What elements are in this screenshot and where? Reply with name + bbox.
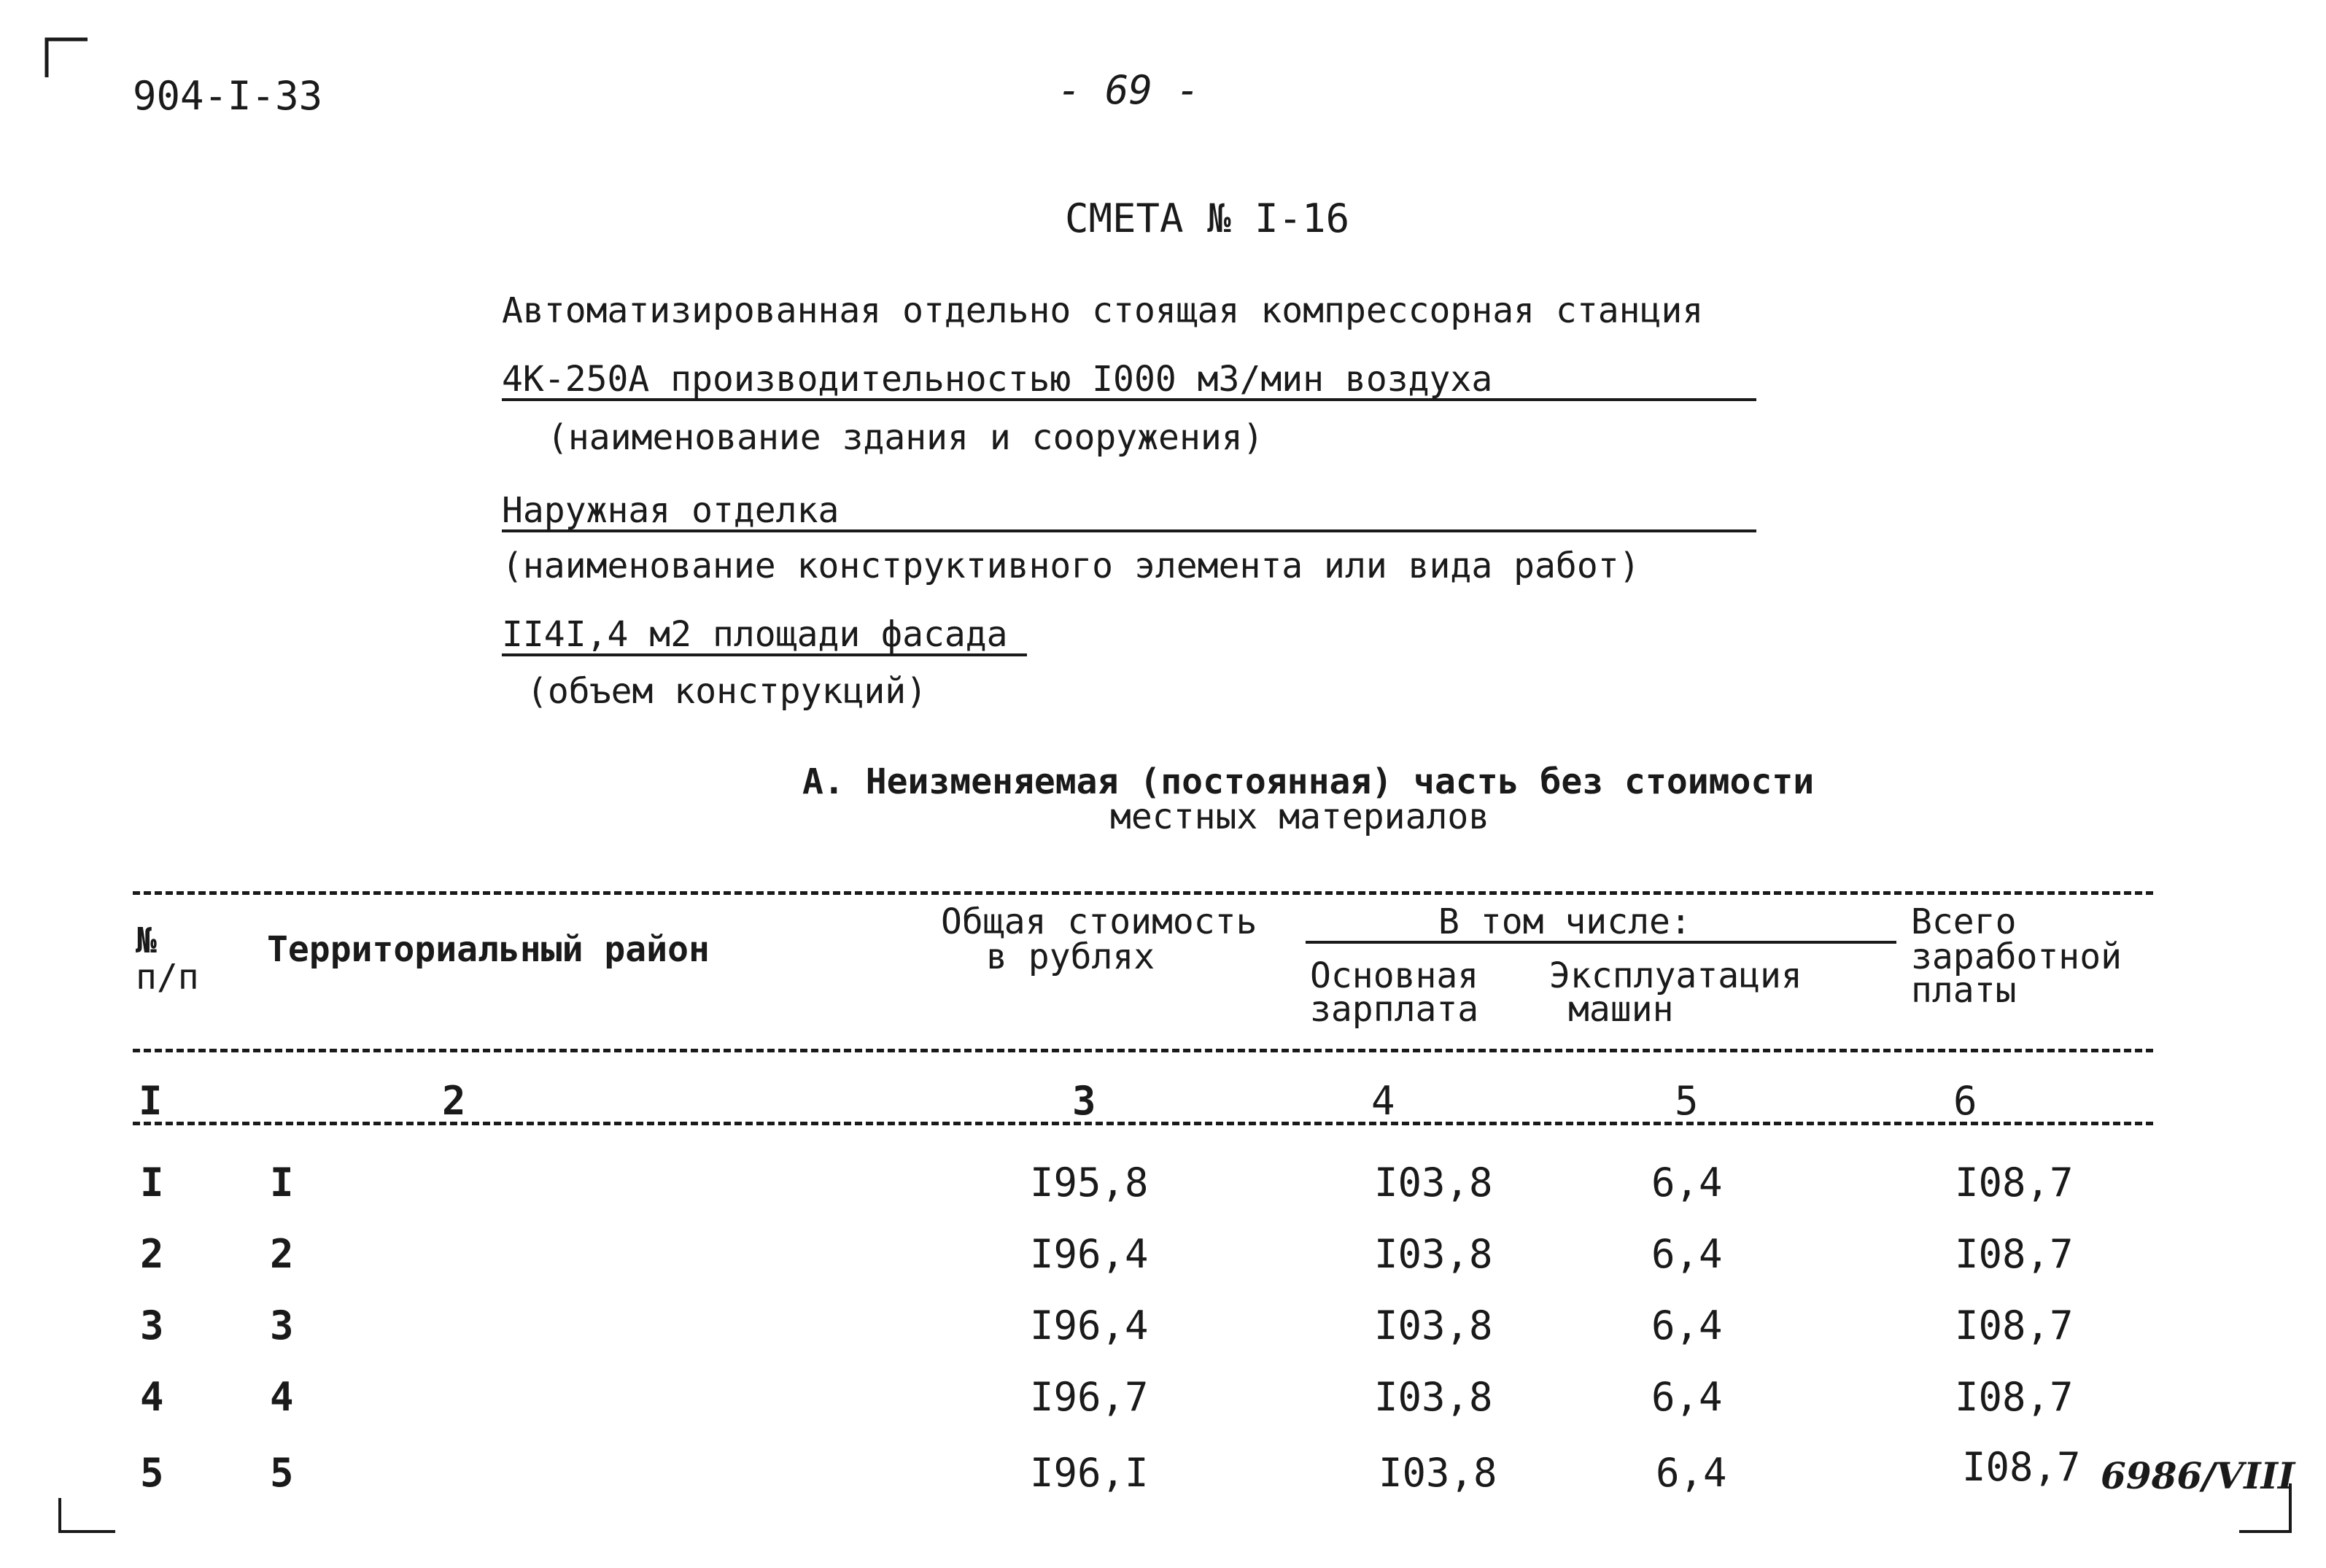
total-cost: I96,4 — [1030, 1231, 1149, 1277]
region-number: 4 — [270, 1374, 294, 1420]
element-name-caption: (наименование конструктивного элемента или вида работ) — [502, 546, 1640, 586]
table-top-rule — [133, 891, 2153, 895]
total-cost: I95,8 — [1030, 1160, 1149, 1206]
handwritten-note: 6986/VIII — [2101, 1454, 2295, 1497]
region-number: 3 — [270, 1303, 294, 1348]
base-wage: I03,8 — [1374, 1303, 1493, 1348]
total-wage: I08,7 — [1955, 1374, 2074, 1420]
header-all-wage-line2: заработной — [1911, 936, 2122, 977]
header-machines-line2: машин — [1568, 989, 1674, 1030]
column-number-3: 3 — [1072, 1078, 1096, 1124]
row-number: 3 — [140, 1303, 164, 1348]
total-wage: I08,7 — [1962, 1444, 2081, 1490]
volume-underline — [502, 653, 1027, 656]
object-name-line2: 4К-250А производительностью I000 м3/мин воздуха — [502, 359, 1493, 400]
machine-operation: 6,4 — [1651, 1303, 1723, 1348]
header-total-line1: Общая стоимость — [941, 901, 1257, 942]
header-group: В том числе: — [1438, 901, 1691, 942]
header-total-line2: в рублях — [986, 936, 1155, 977]
column-number-1: I — [139, 1078, 163, 1124]
row-number: 5 — [140, 1450, 164, 1496]
region-number: I — [270, 1160, 294, 1206]
total-cost: I96,7 — [1030, 1374, 1149, 1420]
base-wage: I03,8 — [1379, 1450, 1497, 1496]
column-number-6: 6 — [1953, 1078, 1977, 1124]
page-number: - 69 - — [1058, 67, 1201, 113]
machine-operation: 6,4 — [1651, 1160, 1723, 1206]
base-wage: I03,8 — [1374, 1374, 1493, 1420]
table-header-rule — [133, 1049, 2153, 1052]
machine-operation: 6,4 — [1651, 1231, 1723, 1277]
column-number-5: 5 — [1675, 1078, 1699, 1124]
column-number-4: 4 — [1371, 1078, 1395, 1124]
total-cost: I96,4 — [1030, 1303, 1149, 1348]
corner-mark-top-left — [44, 36, 95, 80]
header-wage-line2: зарплата — [1310, 989, 1479, 1030]
section-heading-line1: А. Неизменяемая (постоянная) часть без стоимости — [802, 761, 1815, 802]
total-cost: I96,I — [1030, 1450, 1149, 1496]
header-all-wage-line3: платы — [1911, 970, 2017, 1011]
object-name-caption: (наименование здания и сооружения) — [547, 417, 1264, 458]
total-wage: I08,7 — [1955, 1303, 2074, 1348]
machine-operation: 6,4 — [1651, 1374, 1723, 1420]
element-name-underline — [502, 529, 1756, 532]
header-num-line2: п/п — [136, 957, 199, 998]
header-all-wage-line1: Всего — [1911, 901, 2017, 942]
element-name: Наружная отделка — [502, 490, 840, 531]
object-name-line1: Автоматизированная отдельно стоящая компрессорная станция — [502, 290, 1704, 331]
base-wage: I03,8 — [1374, 1160, 1493, 1206]
document-code: 904-I-33 — [133, 73, 323, 119]
volume-caption: (объем конструкций) — [527, 671, 928, 712]
region-number: 2 — [270, 1231, 294, 1277]
volume-value: II4I,4 м2 площади фасада — [502, 614, 1008, 655]
base-wage: I03,8 — [1374, 1231, 1493, 1277]
total-wage: I08,7 — [1955, 1160, 2074, 1206]
header-machines-line1: Эксплуатация — [1549, 955, 1802, 996]
header-num-line1: № — [136, 920, 157, 961]
header-wage-line1: Основная — [1310, 955, 1479, 996]
corner-mark-bottom-left — [57, 1495, 123, 1539]
header-group-underline — [1306, 941, 1896, 944]
row-number: 2 — [140, 1231, 164, 1277]
column-number-rule — [133, 1122, 2153, 1125]
column-number-2: 2 — [442, 1078, 466, 1124]
header-region: Территориальный район — [267, 929, 710, 970]
row-number: I — [140, 1160, 164, 1206]
section-heading-line2: местных материалов — [1110, 796, 1490, 837]
machine-operation: 6,4 — [1656, 1450, 1727, 1496]
row-number: 4 — [140, 1374, 164, 1420]
total-wage: I08,7 — [1955, 1231, 2074, 1277]
object-name-underline — [502, 398, 1756, 401]
page-title: СМЕТА № I-16 — [1065, 195, 1350, 241]
region-number: 5 — [270, 1450, 294, 1496]
